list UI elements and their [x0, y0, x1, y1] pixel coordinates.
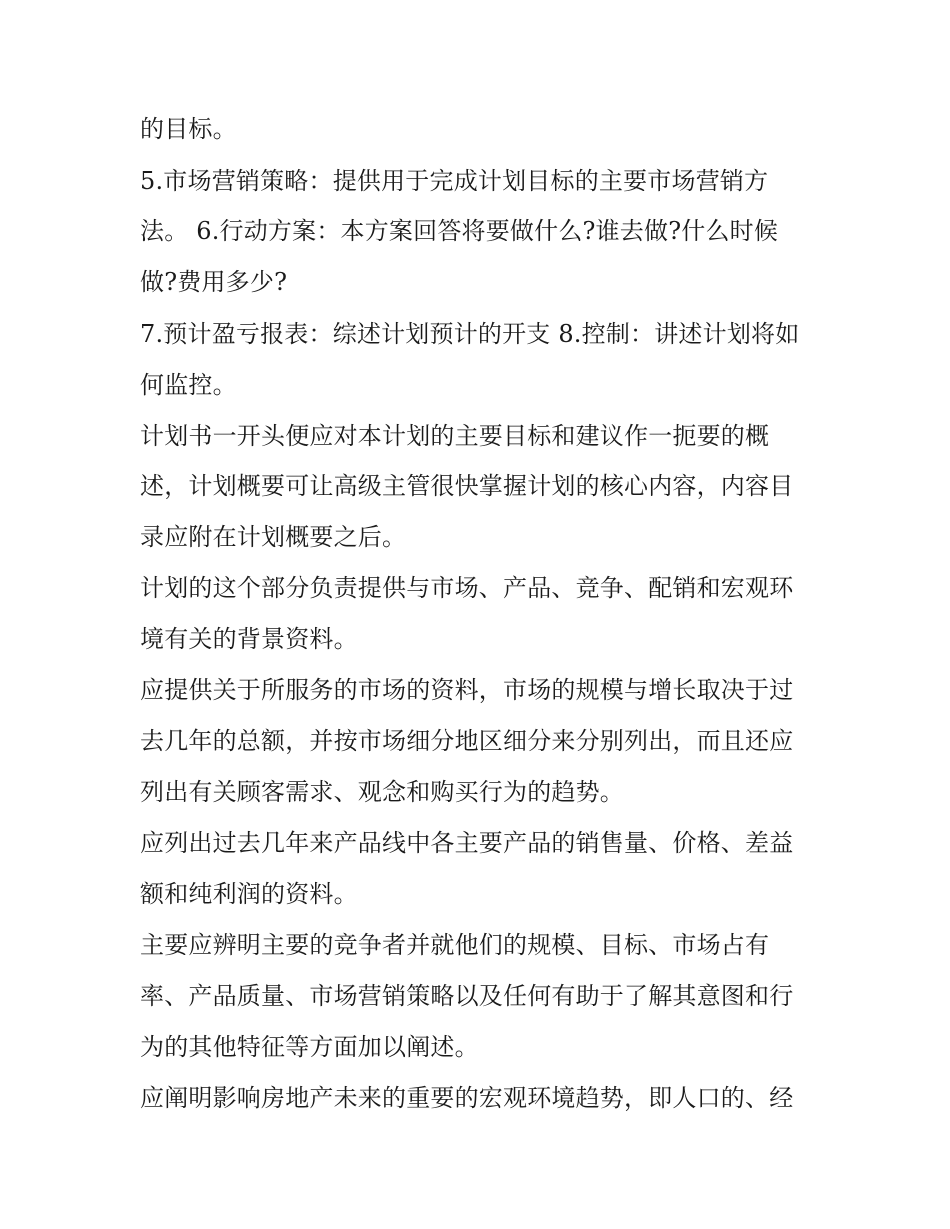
text-line: 的目标。: [140, 115, 237, 143]
text-line: 何监控。: [140, 371, 237, 399]
text-line: 去几年的总额，并按市场细分地区细分来分别列出，而且还应: [140, 727, 794, 755]
text-line: 法。 6.行动方案：本方案回答将要做什么?谁去做?什么时候: [140, 217, 779, 245]
text-line: 应提供关于所服务的市场的资料，市场的规模与增长取决于过: [140, 676, 794, 704]
text-line: 录应附在计划概要之后。: [140, 523, 407, 551]
text-line: 做?费用多少?: [140, 268, 288, 296]
text-line: 应阐明影响房地产未来的重要的宏观环境趋势，即人口的、经: [140, 1084, 794, 1112]
text-line: 应列出过去几年来产品线中各主要产品的销售量、价格、差益: [140, 829, 794, 857]
text-line: 列出有关顾客需求、观念和购买行为的趋势。: [140, 778, 624, 806]
text-line: 计划书一开头便应对本计划的主要目标和建议作一扼要的概: [140, 422, 770, 450]
text-line: 计划的这个部分负责提供与市场、产品、竞争、配销和宏观环: [140, 574, 794, 602]
text-line: 5.市场营销策略：提供用于完成计划目标的主要市场营销方: [140, 167, 769, 195]
text-line: 主要应辨明主要的竞争者并就他们的规模、目标、市场占有: [140, 931, 770, 959]
text-line: 为的其他特征等方面加以阐述。: [140, 1033, 479, 1061]
text-line: 述，计划概要可让高级主管很快掌握计划的核心内容，内容目: [140, 472, 794, 500]
text-line: 境有关的背景资料。: [140, 625, 358, 653]
text-line: 额和纯利润的资料。: [140, 880, 358, 908]
text-line: 7.预计盈亏报表：综述计划预计的开支 8.控制：讲述计划将如: [140, 320, 800, 348]
text-line: 率、产品质量、市场营销策略以及任何有助于了解其意图和行: [140, 982, 794, 1010]
